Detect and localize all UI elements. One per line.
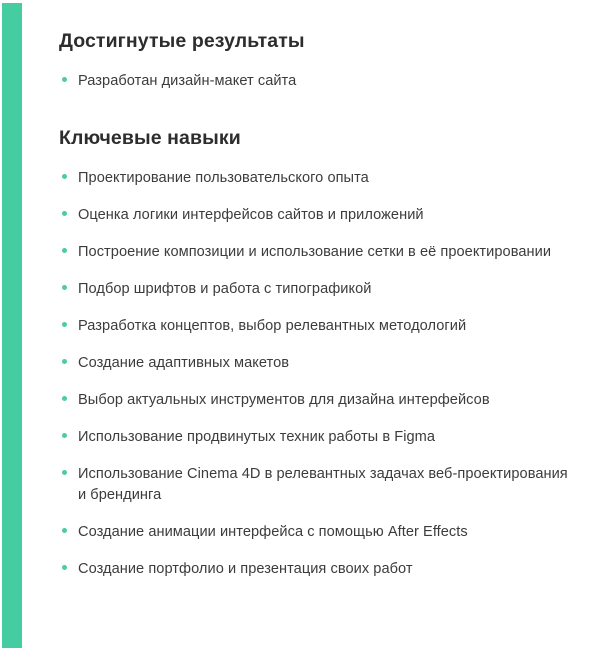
list-item xyxy=(59,205,579,226)
bullet-dot-icon xyxy=(62,285,67,290)
list-item xyxy=(59,242,579,263)
bullet-dot-icon xyxy=(62,396,67,401)
list-item-label: Создание портфолио и презентация своих работ xyxy=(78,561,413,577)
list-item xyxy=(59,464,579,506)
page-title-achieved-results: Достигнутые результаты xyxy=(59,30,305,52)
list-item xyxy=(59,71,579,92)
list-item xyxy=(59,559,579,580)
bullet-dot-icon xyxy=(62,322,67,327)
section-achieved-results xyxy=(59,28,579,92)
list-item-label: Построение композиции и использование сетки в её проектировании xyxy=(78,244,552,260)
list-item-label: Выбор актуальных инструментов для дизайна интерфейсов xyxy=(78,392,490,408)
bullet-dot-icon xyxy=(62,248,67,253)
list-item-label: Разработан дизайн-макет сайта xyxy=(78,73,297,89)
list-item xyxy=(59,316,579,337)
page-title-key-skills: Ключевые навыки xyxy=(59,127,241,149)
achieved-results-list xyxy=(59,71,579,92)
list-item-label: Подбор шрифтов и работа с типографикой xyxy=(78,281,372,297)
list-item xyxy=(59,427,579,448)
list-item-label: Использование Cinema 4D в релевантных задачах веб-проектирования и брендинга xyxy=(78,466,568,503)
list-item xyxy=(59,522,579,543)
list-item-label: Оценка логики интерфейсов сайтов и приложений xyxy=(78,207,424,223)
bullet-dot-icon xyxy=(62,174,67,179)
list-item-label: Разработка концептов, выбор релевантных методологий xyxy=(78,318,467,334)
content-column xyxy=(59,0,579,654)
section-key-skills xyxy=(59,125,579,580)
list-item-label: Создание адаптивных макетов xyxy=(78,355,290,371)
list-item-label: Проектирование пользовательского опыта xyxy=(78,170,369,186)
bullet-dot-icon xyxy=(62,433,67,438)
bullet-dot-icon xyxy=(62,77,67,82)
left-accent-bar xyxy=(2,3,22,648)
bullet-dot-icon xyxy=(62,528,67,533)
bullet-dot-icon xyxy=(62,565,67,570)
bullet-dot-icon xyxy=(62,359,67,364)
list-item xyxy=(59,168,579,189)
list-item xyxy=(59,390,579,411)
list-item-label: Использование продвинутых техник работы в Figma xyxy=(78,429,436,445)
bullet-dot-icon xyxy=(62,470,67,475)
bullet-dot-icon xyxy=(62,211,67,216)
key-skills-list xyxy=(59,168,579,580)
list-item xyxy=(59,279,579,300)
list-item-label: Создание анимации интерфейса с помощью After Effects xyxy=(78,524,468,540)
list-item xyxy=(59,353,579,374)
